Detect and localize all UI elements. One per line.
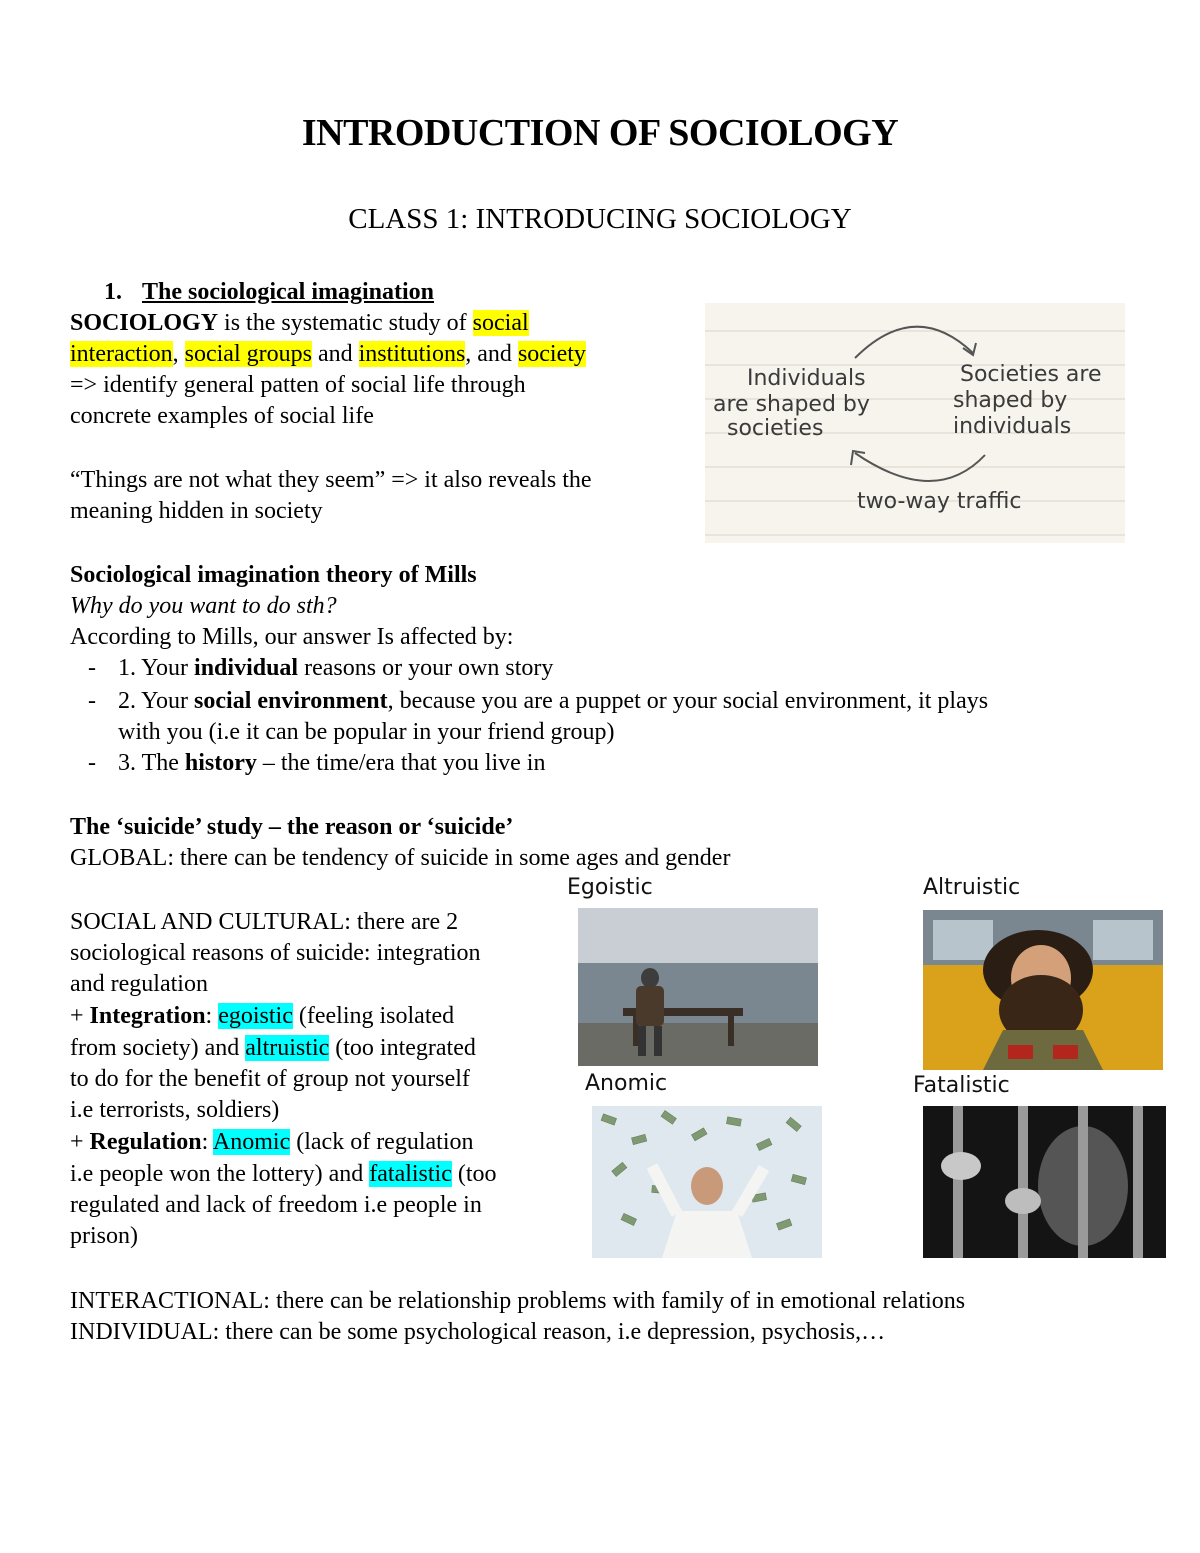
caption-egoistic: Egoistic [567, 875, 653, 900]
definition-line-2 [70, 339, 586, 370]
mills-intro: According to Mills, our answer Is affected by: [70, 624, 514, 650]
diagram-bottom: two-way traffic [857, 489, 1022, 514]
integration-term: Integration [89, 1003, 206, 1029]
item-keyword: history [184, 750, 257, 776]
item-keyword: social environment [194, 688, 388, 714]
highlight-institutions: institutions [358, 341, 466, 367]
item-prefix: 1. Your [118, 655, 195, 681]
highlight-social: social [472, 310, 529, 336]
quote-line-1: “Things are not what they seem” => it also reveals the [70, 467, 592, 493]
caption-fatalistic: Fatalistic [913, 1073, 1010, 1098]
plus-sign: + [70, 1129, 90, 1155]
highlight-social-groups: social groups [184, 341, 312, 367]
regulation-line-1 [70, 1127, 474, 1158]
plus-sign: + [70, 1003, 90, 1029]
highlight-society: society [517, 341, 586, 367]
suicide-heading: The ‘suicide’ study – the reason or ‘suicide’ [70, 814, 514, 840]
integration-text: from society) and [70, 1035, 246, 1061]
definition-line-3: => identify general patten of social life through [70, 372, 526, 398]
item-suffix: , because you are a puppet or your social environment, it plays [387, 688, 989, 714]
regulation-term: Regulation [89, 1129, 202, 1155]
caption-anomic: Anomic [585, 1071, 668, 1096]
item-suffix: – the time/era that you live in [256, 750, 546, 776]
highlight-fatalistic: fatalistic [369, 1161, 452, 1187]
quote-line-2: meaning hidden in society [70, 498, 323, 524]
integration-text: (feeling isolated [292, 1003, 455, 1029]
bullet-marker: - [88, 688, 96, 714]
item-suffix: reasons or your own story [298, 655, 554, 681]
integration-line-1 [70, 1001, 454, 1032]
social-line-1: SOCIAL AND CULTURAL: there are 2 [70, 909, 459, 935]
bullet-marker: - [88, 750, 96, 776]
highlight-interaction: interaction [70, 341, 173, 367]
page-subtitle: CLASS 1: INTRODUCING SOCIOLOGY [348, 203, 852, 235]
integration-line-2 [70, 1033, 476, 1064]
diagram-right-3: individuals [953, 414, 1072, 439]
highlight-anomic: Anomic [212, 1129, 291, 1155]
conjunction: , and [465, 341, 518, 367]
item-prefix: 2. Your [118, 688, 195, 714]
mills-item-2-line-2: with you (i.e it can be popular in your friend group) [118, 719, 615, 745]
definition-line-4: concrete examples of social life [70, 403, 374, 429]
integration-text: (too integrated [329, 1035, 476, 1061]
egoistic-photo [578, 908, 818, 1066]
regulation-line-2 [70, 1159, 497, 1190]
page-title: INTRODUCTION OF SOCIOLOGY [301, 112, 899, 154]
bullet-marker: - [88, 655, 96, 681]
integration-line-3: to do for the benefit of group not yourself [70, 1066, 470, 1092]
global-line: GLOBAL: there can be tendency of suicide in some ages and gender [70, 845, 731, 871]
diagram-left-1: Individuals [747, 366, 866, 391]
regulation-line-4: prison) [70, 1223, 138, 1249]
altruistic-photo [923, 910, 1163, 1070]
mills-item-3 [118, 748, 545, 779]
definition-lead: is the systematic study of [218, 310, 473, 336]
mills-item-2 [118, 686, 988, 717]
section-number: 1. [104, 279, 122, 305]
highlight-altruistic: altruistic [245, 1035, 330, 1061]
mills-question: Why do you want to do sth? [70, 593, 337, 619]
separator: , [172, 341, 185, 367]
individual-line: INDIVIDUAL: there can be some psychological reason, i.e depression, psychosis,… [70, 1319, 886, 1345]
mills-item-1 [118, 653, 553, 684]
section-heading: The sociological imagination [142, 279, 435, 305]
caption-altruistic: Altruistic [923, 875, 1021, 900]
definition-line-1 [70, 308, 529, 339]
diagram-drawing [705, 303, 1125, 543]
colon: : [201, 1129, 213, 1155]
highlight-egoistic: egoistic [218, 1003, 293, 1029]
interactional-line: INTERACTIONAL: there can be relationship problems with family of in emotional relations [70, 1288, 966, 1314]
diagram-left-2: are shaped by [713, 392, 870, 417]
fatalistic-photo [923, 1106, 1166, 1258]
mills-heading: Sociological imagination theory of Mills [70, 562, 477, 588]
conjunction: and [311, 341, 359, 367]
item-prefix: 3. The [118, 750, 185, 776]
integration-line-4: i.e terrorists, soldiers) [70, 1097, 280, 1123]
diagram-right-2: shaped by [953, 388, 1068, 413]
anomic-photo [592, 1106, 822, 1258]
item-keyword: individual [194, 655, 299, 681]
diagram-right-1: Societies are [960, 362, 1102, 387]
regulation-text: (lack of regulation [290, 1129, 474, 1155]
social-line-2: sociological reasons of suicide: integration [70, 940, 481, 966]
regulation-text: (too [451, 1161, 497, 1187]
two-way-traffic-diagram [705, 303, 1125, 543]
sociology-term: SOCIOLOGY [70, 310, 219, 336]
colon: : [205, 1003, 219, 1029]
regulation-line-3: regulated and lack of freedom i.e people in [70, 1192, 482, 1218]
diagram-left-3: societies [727, 416, 824, 441]
social-line-3: and regulation [70, 971, 208, 997]
regulation-text: i.e people won the lottery) and [70, 1161, 370, 1187]
